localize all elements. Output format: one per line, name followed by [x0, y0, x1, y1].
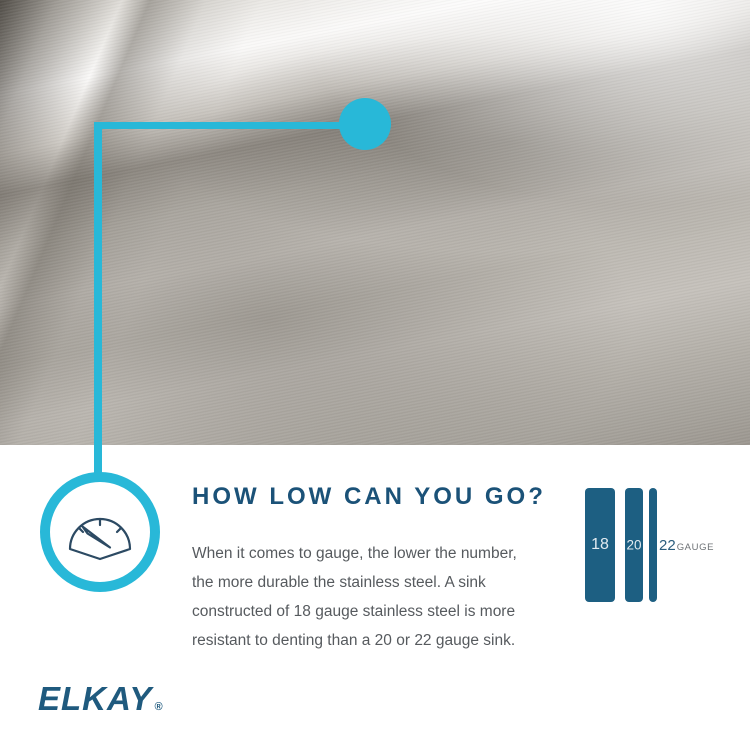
gauge-bar-18-label: 18 — [591, 536, 609, 553]
callout-line-vertical — [94, 122, 102, 478]
gauge-unit-label: GAUGE — [676, 541, 714, 553]
gauge-bar-20-label: 20 — [626, 537, 642, 553]
gauge-bar-20 — [625, 488, 643, 602]
gauge-bar-22-label: 22 — [659, 536, 676, 554]
registered-trademark-symbol: ® — [154, 701, 164, 713]
callout-dot — [339, 98, 391, 150]
callout-line-horizontal — [94, 122, 354, 129]
body-line-1: When it comes to gauge, the lower the number, — [192, 545, 517, 562]
elkay-logo-text: ELKAY — [38, 680, 153, 717]
gauge-bar-18 — [585, 488, 615, 602]
gauge-tick-left — [79, 528, 83, 532]
body-line-2: the more durable the stainless steel. A sink — [192, 574, 486, 591]
gauge-bar-22-label-inner — [659, 537, 714, 554]
body-line-4: resistant to denting than a 20 or 22 gauge sink. — [192, 632, 516, 649]
gauge-tick-right — [117, 528, 121, 532]
gauge-icon-badge — [40, 472, 160, 592]
gauge-bar-22 — [649, 488, 657, 602]
gauge-bar-22-label-group — [659, 488, 714, 602]
gauge-needle — [83, 527, 111, 548]
body-text — [192, 539, 517, 655]
headline: HOW LOW CAN YOU GO? — [192, 483, 546, 510]
gauge-dial-icon — [63, 503, 137, 561]
elkay-logo — [38, 680, 164, 718]
body-line-3: constructed of 18 gauge stainless steel is more — [192, 603, 516, 620]
